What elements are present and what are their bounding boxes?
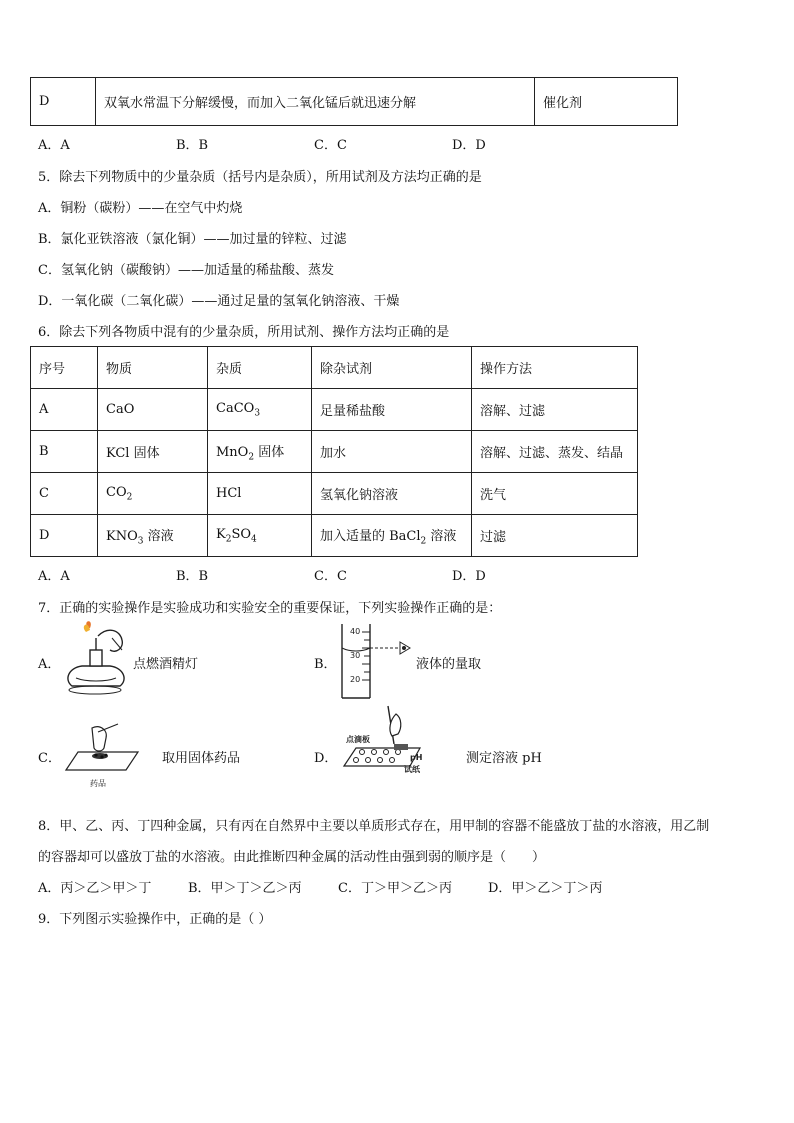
q6-choice-c[interactable]: C．C — [314, 569, 347, 584]
q4-row-description: 双氧水常温下分解缓慢，而加入二氧化锰后就迅速分解 — [96, 78, 535, 126]
q8-stem-line2: 的容器却可以盛放丁盐的水溶液。由此推断四种金属的活动性由强到弱的顺序是（ ） — [38, 850, 546, 865]
q6-row-d-impurity — [208, 515, 312, 557]
cylinder-tick-40: 40 — [350, 627, 361, 636]
formula-tail: 溶液 — [426, 528, 457, 544]
formula-main: KNO — [106, 528, 138, 544]
q5-option-b[interactable]: B．氯化亚铁溶液（氯化铜）——加过量的锌粒、过滤 — [38, 232, 347, 247]
q6-header-method: 操作方法 — [472, 347, 638, 389]
q6-choice-b[interactable]: B．B — [176, 569, 209, 584]
cylinder-tick-30: 30 — [350, 651, 361, 660]
q7-option-c-letter[interactable]: C． — [38, 751, 61, 766]
q6-row-c-impurity: HCl — [208, 473, 312, 515]
q5-option-a[interactable]: A．铜粉（碳粉）——在空气中灼烧 — [38, 201, 243, 216]
q9-stem: 9．下列图示实验操作中，正确的是（ ） — [38, 912, 272, 927]
q6-row-b-substance: KCl 固体 — [98, 431, 208, 473]
q6-choice-a[interactable]: A．A — [38, 569, 70, 584]
q6-header-impurity: 杂质 — [208, 347, 312, 389]
formula-tail: SO — [231, 526, 252, 542]
table-row — [31, 431, 638, 473]
formula-sub: 2 — [225, 534, 232, 545]
q4-row-answer: 催化剂 — [535, 78, 678, 126]
q6-row-d-substance — [98, 515, 208, 557]
q6-row-b-reagent: 加水 — [312, 431, 472, 473]
q5-stem: 5．除去下列物质中的少量杂质（括号内是杂质），所用试剂及方法均正确的是 — [38, 170, 482, 185]
formula-sub: 2 — [126, 492, 133, 503]
formula-tail: 溶液 — [143, 528, 174, 544]
q6-row-a-id: A — [31, 389, 98, 431]
q4-table — [30, 77, 678, 126]
q8-stem-line1: 8．甲、乙、丙、丁四种金属，只有丙在自然界中主要以单质形式存在，用甲制的容器不能盛放丁盐的水溶液，用乙制 — [38, 819, 710, 834]
q6-row-b-id: B — [31, 431, 98, 473]
formula-main: CaCO — [216, 400, 255, 416]
q8-choice-a[interactable]: A．丙＞乙＞甲＞丁 — [38, 881, 152, 896]
q6-choice-d[interactable]: D．D — [452, 569, 486, 584]
q8-choice-b[interactable]: B．甲＞丁＞乙＞丙 — [188, 881, 302, 896]
reagent-caption: 药品 — [90, 779, 106, 788]
q4-choice-a[interactable]: A．A — [38, 138, 70, 153]
q6-row-a-method: 溶解、过滤 — [472, 389, 638, 431]
q6-row-a-substance: CaO — [98, 389, 208, 431]
q6-row-d-id: D — [31, 515, 98, 557]
q6-row-c-substance — [98, 473, 208, 515]
plate-caption: 点滴板 — [346, 735, 370, 744]
q4-choice-d[interactable]: D．D — [452, 138, 486, 153]
q4-row-option: D — [31, 78, 96, 126]
formula-main: K — [216, 526, 226, 542]
q7-option-b-label: 液体的量取 — [416, 657, 482, 672]
q6-row-d-reagent — [312, 515, 472, 557]
formula-sub: 3 — [254, 408, 261, 419]
q8-choice-d[interactable]: D．甲＞乙＞丁＞丙 — [488, 881, 603, 896]
formula-sub: 2 — [248, 452, 255, 463]
q7-stem: 7．正确的实验操作是实验成功和实验安全的重要保证，下列实验操作正确的是： — [38, 601, 502, 616]
q8-choice-c[interactable]: C．丁＞甲＞乙＞丙 — [338, 881, 452, 896]
q8-choices — [38, 877, 602, 896]
q6-row-c-reagent: 氢氧化钠溶液 — [312, 473, 472, 515]
formula-main: CO — [106, 484, 127, 500]
q4-choice-c[interactable]: C．C — [314, 138, 347, 153]
table-row — [31, 515, 638, 557]
q5-option-c[interactable]: C．氢氧化钠（碳酸钠）——加适量的稀盐酸、蒸发 — [38, 263, 334, 278]
q4-choices — [38, 134, 486, 153]
formula-sub: 2 — [420, 536, 427, 547]
table-row — [31, 473, 638, 515]
q7-option-a-letter[interactable]: A． — [38, 657, 61, 672]
q6-row-b-impurity — [208, 431, 312, 473]
q7-option-c-label: 取用固体药品 — [162, 751, 241, 766]
q6-header-substance: 物质 — [98, 347, 208, 389]
q7-option-d-label: 测定溶液 pH — [466, 751, 542, 766]
q7-option-b-letter[interactable]: B． — [314, 657, 337, 672]
q6-row-a-reagent: 足量稀盐酸 — [312, 389, 472, 431]
q6-row-a-impurity — [208, 389, 312, 431]
q6-header-reagent: 除杂试剂 — [312, 347, 472, 389]
ph-test-icon — [340, 704, 440, 782]
paper-caption: 试纸 — [404, 765, 420, 774]
formula-tail: 固体 — [254, 444, 285, 460]
q6-table — [30, 346, 638, 557]
graduated-cylinder-icon — [334, 622, 416, 700]
q6-stem: 6．除去下列各物质中混有的少量杂质，所用试剂、操作方法均正确的是 — [38, 325, 450, 340]
q6-row-d-method: 过滤 — [472, 515, 638, 557]
q6-row-b-method: 溶解、过滤、蒸发、结晶 — [472, 431, 638, 473]
q6-header-id: 序号 — [31, 347, 98, 389]
q5-option-d[interactable]: D．一氧化碳（二氧化碳）——通过足量的氢氧化钠溶液、干燥 — [38, 294, 400, 309]
solid-reagent-icon — [62, 722, 142, 792]
q7-option-a-label: 点燃酒精灯 — [133, 657, 199, 672]
alcohol-lamp-icon — [58, 620, 134, 696]
q7-option-d-letter[interactable]: D． — [314, 751, 338, 766]
q4-choice-b[interactable]: B．B — [176, 138, 209, 153]
q6-row-c-method: 洗气 — [472, 473, 638, 515]
cylinder-tick-20: 20 — [350, 675, 361, 684]
formula-main: MnO — [216, 444, 249, 460]
formula-sub: 3 — [137, 536, 144, 547]
q6-choices — [38, 565, 486, 584]
table-row — [31, 389, 638, 431]
formula-sub: 4 — [251, 534, 257, 545]
q6-row-c-id: C — [31, 473, 98, 515]
ph-caption: pH — [410, 753, 423, 762]
formula-main: 加入适量的 BaCl — [320, 528, 421, 544]
